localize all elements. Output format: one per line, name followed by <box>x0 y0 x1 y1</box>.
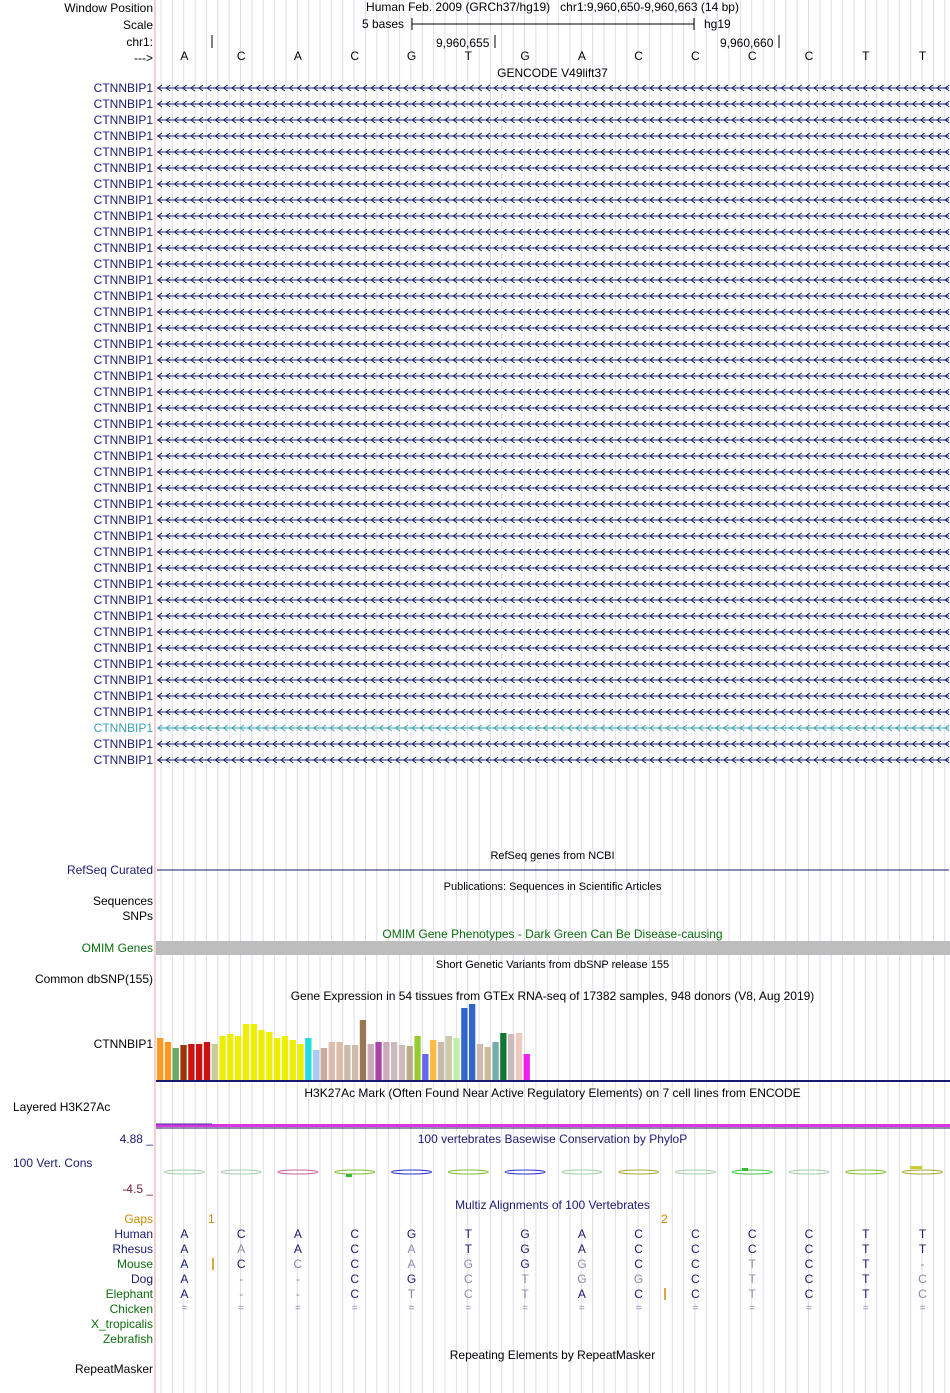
multiz-base: G <box>520 1227 530 1241</box>
gencode-transcript-label[interactable]: CTNNBIP1 <box>93 321 153 335</box>
gtex-tissue-bar <box>258 1030 264 1080</box>
multiz-base: C <box>236 1227 246 1241</box>
gtex-tissue-bar <box>204 1042 210 1080</box>
gencode-transcript-label[interactable]: CTNNBIP1 <box>93 737 153 751</box>
gencode-track-title: GENCODE V49lift37 <box>497 66 608 80</box>
multiz-base: - <box>239 1287 244 1301</box>
multiz-base: C <box>350 1272 360 1286</box>
gtex-tissue-bar <box>305 1038 311 1080</box>
gencode-transcript-label[interactable]: CTNNBIP1 <box>93 673 153 687</box>
gencode-transcript-label[interactable]: CTNNBIP1 <box>93 641 153 655</box>
multiz-species-label[interactable]: Zebrafish <box>102 1332 153 1346</box>
multiz-gap-count-2: 2 <box>661 1212 668 1226</box>
publications-sequences-label[interactable]: Sequences <box>92 894 153 908</box>
multiz-base: T <box>862 1272 870 1286</box>
gencode-transcript-label[interactable]: CTNNBIP1 <box>93 289 153 303</box>
base-letter: T <box>918 49 927 63</box>
gencode-transcript-label[interactable]: CTNNBIP1 <box>93 417 153 431</box>
multiz-species-label[interactable]: Chicken <box>109 1302 153 1316</box>
publications-snps-label[interactable]: SNPs <box>122 909 153 923</box>
cons-max-label: 4.88 _ <box>119 1132 153 1146</box>
ruler-tick-label-1: 9,960,655 <box>436 36 490 50</box>
base-letter: C <box>236 49 246 63</box>
base-letter: C <box>350 49 360 63</box>
multiz-base: = <box>919 1303 926 1314</box>
publications-track-title: Publications: Sequences in Scientific Articles <box>443 881 662 893</box>
omim-phenotype-bar <box>156 941 950 955</box>
gtex-tissue-bar <box>219 1036 225 1080</box>
base-letter: C <box>691 49 700 63</box>
multiz-base: - <box>295 1287 300 1301</box>
gtex-tissue-bar <box>399 1045 405 1080</box>
cons-score-glyph <box>505 1170 545 1174</box>
cons-score-glyph <box>448 1170 488 1174</box>
gencode-transcript-label[interactable]: CTNNBIP1 <box>93 369 153 383</box>
multiz-track-title: Multiz Alignments of 100 Vertebrates <box>455 1198 650 1212</box>
multiz-base: A <box>293 1242 302 1256</box>
gencode-transcript-label[interactable]: CTNNBIP1 <box>93 209 153 223</box>
multiz-base: T <box>464 1227 472 1241</box>
cons-track-label[interactable]: 100 Vert. Cons <box>13 1156 93 1170</box>
gencode-transcript-label[interactable]: CTNNBIP1 <box>93 353 153 367</box>
gencode-transcript-label[interactable]: CTNNBIP1 <box>93 465 153 479</box>
multiz-base: A <box>180 1272 189 1286</box>
multiz-base: C <box>634 1242 643 1256</box>
chrom-label: chr1: <box>126 35 153 49</box>
gtex-tissue-bar <box>227 1034 233 1080</box>
gtex-tissue-bar <box>188 1044 194 1080</box>
multiz-base: C <box>747 1227 757 1241</box>
cons-track-title: 100 vertebrates Basewise Conservation by PhyloP <box>417 1132 688 1146</box>
gencode-transcript-label[interactable]: CTNNBIP1 <box>93 513 153 527</box>
gtex-tissue-bar <box>243 1024 249 1080</box>
multiz-base: A <box>407 1257 416 1271</box>
base-letter: A <box>293 49 302 63</box>
multiz-base: C <box>463 1272 473 1286</box>
multiz-base: T <box>862 1242 870 1256</box>
gencode-transcript-label[interactable]: CTNNBIP1 <box>93 433 153 447</box>
gtex-tissue-bar <box>329 1042 335 1080</box>
multiz-base: C <box>634 1287 643 1301</box>
cons-score-glyph <box>392 1170 432 1174</box>
multiz-base: C <box>634 1257 643 1271</box>
multiz-base: A <box>577 1242 586 1256</box>
multiz-base: = <box>522 1303 529 1314</box>
dbsnp-track-label[interactable]: Common dbSNP(155) <box>34 972 153 986</box>
assembly-label: hg19 <box>704 17 731 31</box>
gtex-tissue-bar <box>165 1042 171 1080</box>
multiz-base: G <box>633 1272 644 1286</box>
multiz-base: C <box>691 1287 700 1301</box>
scale-label: Scale <box>122 18 153 32</box>
multiz-base: = <box>181 1303 188 1314</box>
cons-score-mark <box>910 1166 922 1169</box>
gtex-tissue-bar <box>407 1046 413 1080</box>
multiz-base: G <box>520 1242 530 1256</box>
gencode-transcript-label[interactable]: CTNNBIP1 <box>93 577 153 591</box>
base-letter: T <box>862 49 870 63</box>
gencode-transcript-label[interactable]: CTNNBIP1 <box>93 177 153 191</box>
multiz-base: T <box>748 1257 756 1271</box>
multiz-base: C <box>804 1287 814 1301</box>
multiz-base: C <box>918 1272 927 1286</box>
scale-text: 5 bases <box>362 17 405 31</box>
base-letter: T <box>464 49 472 63</box>
base-letter: C <box>747 49 757 63</box>
gencode-transcript-label[interactable]: CTNNBIP1 <box>93 705 153 719</box>
multiz-base: C <box>747 1242 757 1256</box>
multiz-base: G <box>520 1257 530 1271</box>
gtex-tissue-bar <box>469 1004 475 1080</box>
multiz-base: C <box>804 1227 814 1241</box>
multiz-base: T <box>918 1242 927 1256</box>
multiz-species-label[interactable]: Dog <box>130 1272 153 1286</box>
gencode-transcript-label[interactable]: CTNNBIP1 <box>93 305 153 319</box>
multiz-base: C <box>350 1257 360 1271</box>
multiz-base: = <box>351 1303 358 1314</box>
multiz-base: = <box>238 1303 245 1314</box>
multiz-base: = <box>692 1303 699 1314</box>
multiz-species-label[interactable]: X_tropicalis <box>90 1317 153 1331</box>
multiz-base: T <box>862 1257 870 1271</box>
gtex-tissue-bar <box>453 1038 459 1080</box>
omim-track-title: OMIM Gene Phenotypes - Dark Green Can Be Disease-causing <box>382 927 723 941</box>
multiz-species-label[interactable]: Mouse <box>116 1257 153 1271</box>
gtex-tissue-bar <box>235 1036 241 1080</box>
gtex-tissue-bar <box>485 1047 491 1080</box>
multiz-base: A <box>577 1227 586 1241</box>
multiz-base: A <box>407 1242 416 1256</box>
gencode-transcript-label[interactable]: CTNNBIP1 <box>93 657 153 671</box>
cons-score-mark <box>742 1168 748 1171</box>
multiz-base: A <box>180 1257 189 1271</box>
multiz-base: T <box>748 1287 756 1301</box>
gencode-transcript-label[interactable]: CTNNBIP1 <box>93 257 153 271</box>
gencode-transcript-label[interactable]: CTNNBIP1 <box>93 593 153 607</box>
refseq-track-title: RefSeq genes from NCBI <box>490 850 615 862</box>
gencode-transcript-label[interactable]: CTNNBIP1 <box>93 481 153 495</box>
multiz-base: T <box>918 1227 927 1241</box>
multiz-base: = <box>578 1303 585 1314</box>
cons-score-glyph <box>221 1170 261 1174</box>
base-letter: C <box>804 49 814 63</box>
gencode-transcript-label[interactable]: CTNNBIP1 <box>93 561 153 575</box>
gtex-tissue-bar <box>508 1034 514 1080</box>
multiz-base: T <box>748 1272 756 1286</box>
multiz-base: C <box>691 1227 700 1241</box>
gencode-transcript-label[interactable]: CTNNBIP1 <box>93 497 153 511</box>
gencode-transcript-label[interactable]: CTNNBIP1 <box>93 193 153 207</box>
gtex-tissue-bar <box>321 1048 327 1080</box>
multiz-base: = <box>862 1303 869 1314</box>
multiz-base: G <box>577 1272 587 1286</box>
multiz-base: G <box>577 1257 587 1271</box>
ruler-tick-label-2: 9,960,660 <box>720 36 774 50</box>
multiz-base: T <box>407 1287 416 1301</box>
gtex-tissue-bar <box>313 1050 319 1080</box>
strand-label: ---> <box>134 51 153 65</box>
multiz-base: A <box>180 1287 189 1301</box>
gtex-tissue-bar <box>212 1044 218 1080</box>
cons-score-mark <box>346 1174 352 1177</box>
gencode-transcript-label[interactable]: CTNNBIP1 <box>93 529 153 543</box>
gtex-tissue-bar <box>290 1040 296 1080</box>
gtex-tissue-bar <box>477 1044 483 1080</box>
multiz-gap-count-1: 1 <box>208 1212 215 1226</box>
multiz-base: - <box>920 1257 925 1271</box>
multiz-base: C <box>634 1227 643 1241</box>
gencode-transcript-label[interactable]: CTNNBIP1 <box>93 129 153 143</box>
gtex-tissue-bar <box>282 1036 288 1080</box>
gtex-tissue-bar <box>446 1036 452 1080</box>
gtex-track-title: Gene Expression in 54 tissues from GTEx RNA-seq of 17382 samples, 948 donors (V8, Aug 2019) <box>290 989 815 1003</box>
multiz-base: = <box>749 1303 756 1314</box>
gencode-transcript-label[interactable]: CTNNBIP1 <box>93 97 153 111</box>
multiz-base: C <box>691 1257 700 1271</box>
multiz-base: A <box>180 1227 189 1241</box>
multiz-base: - <box>239 1272 244 1286</box>
gtex-tissue-bar <box>414 1036 420 1080</box>
gtex-tissue-bar <box>524 1054 530 1080</box>
gencode-transcript-label[interactable]: CTNNBIP1 <box>93 241 153 255</box>
gencode-transcript-label[interactable]: CTNNBIP1 <box>93 145 153 159</box>
multiz-base: C <box>804 1257 814 1271</box>
multiz-base: C <box>293 1257 303 1271</box>
multiz-base: C <box>350 1242 360 1256</box>
gencode-transcript-label[interactable]: CTNNBIP1 <box>93 273 153 287</box>
gtex-tissue-bar <box>344 1045 350 1080</box>
gtex-tissue-bar <box>274 1038 280 1080</box>
multiz-gaps-label: Gaps <box>124 1212 153 1226</box>
multiz-base: = <box>294 1303 301 1314</box>
multiz-base: T <box>464 1242 472 1256</box>
gtex-tissue-bar <box>500 1033 506 1080</box>
gtex-tissue-bar <box>368 1044 374 1080</box>
position-text: Human Feb. 2009 (GRCh37/hg19) chr1:9,960,650-9,960,663 (14 bp) <box>366 0 739 14</box>
multiz-base: C <box>463 1287 473 1301</box>
multiz-base: C <box>804 1242 814 1256</box>
gtex-tissue-bar <box>251 1024 257 1080</box>
gtex-tissue-bar <box>360 1020 366 1080</box>
gtex-tissue-bar <box>352 1045 358 1080</box>
refseq-track-label[interactable]: RefSeq Curated <box>66 863 153 877</box>
multiz-species-label[interactable]: Human <box>114 1227 153 1241</box>
multiz-base: - <box>295 1272 300 1286</box>
multiz-base: = <box>635 1303 642 1314</box>
gencode-transcript-label[interactable]: CTNNBIP1 <box>93 753 153 767</box>
multiz-base: C <box>236 1257 246 1271</box>
multiz-base: C <box>350 1287 360 1301</box>
window-position-label: Window Position <box>64 1 153 15</box>
gencode-transcript-label[interactable]: CTNNBIP1 <box>93 689 153 703</box>
gencode-transcript-label[interactable]: CTNNBIP1 <box>93 449 153 463</box>
cons-min-label: -4.5 _ <box>122 1182 153 1196</box>
base-letter: A <box>577 49 586 63</box>
cons-score-glyph <box>278 1170 318 1174</box>
gtex-tissue-bar <box>430 1040 436 1080</box>
multiz-base: T <box>521 1287 529 1301</box>
multiz-base: A <box>293 1227 302 1241</box>
multiz-base: T <box>521 1272 529 1286</box>
h3k27ac-track-title: H3K27Ac Mark (Often Found Near Active Regulatory Elements) on 7 cell lines from ENCODE <box>304 1086 801 1100</box>
base-letter: G <box>520 49 530 63</box>
gtex-tissue-bar <box>383 1042 389 1080</box>
multiz-base: C <box>691 1242 700 1256</box>
gtex-tissue-bar <box>461 1008 467 1080</box>
dbsnp-track-title: Short Genetic Variants from dbSNP release 155 <box>435 959 670 971</box>
gencode-transcript-label[interactable]: CTNNBIP1 <box>93 113 153 127</box>
multiz-base: C <box>691 1272 700 1286</box>
multiz-base: A <box>180 1242 189 1256</box>
omim-track-label[interactable]: OMIM Genes <box>81 941 153 955</box>
repeatmasker-track-label[interactable]: RepeatMasker <box>74 1362 153 1376</box>
multiz-base: T <box>862 1227 870 1241</box>
multiz-species-label[interactable]: Elephant <box>105 1287 153 1301</box>
multiz-base: = <box>465 1303 472 1314</box>
gtex-tissue-bar <box>422 1054 428 1080</box>
gencode-transcript-label[interactable]: CTNNBIP1 <box>93 625 153 639</box>
gtex-tissue-bar <box>516 1033 522 1080</box>
multiz-base: A <box>237 1242 246 1256</box>
gencode-transcript-label[interactable]: CTNNBIP1 <box>93 385 153 399</box>
gtex-tissue-bar <box>173 1048 179 1080</box>
gtex-tissue-bar <box>336 1042 342 1080</box>
gencode-transcript-label[interactable]: CTNNBIP1 <box>93 337 153 351</box>
multiz-base: = <box>806 1303 812 1314</box>
gencode-transcript-label[interactable]: CTNNBIP1 <box>93 161 153 175</box>
multiz-base: C <box>804 1272 814 1286</box>
multiz-species-label[interactable]: Rhesus <box>112 1242 153 1256</box>
multiz-base: T <box>862 1287 870 1301</box>
h3k27ac-track-label[interactable]: Layered H3K27Ac <box>13 1100 111 1114</box>
gencode-transcript-label[interactable]: CTNNBIP1 <box>93 545 153 559</box>
base-letter: A <box>180 49 189 63</box>
multiz-base: A <box>577 1287 586 1301</box>
multiz-base: C <box>918 1287 927 1301</box>
cons-score-glyph <box>164 1170 204 1174</box>
base-letter: C <box>634 49 643 63</box>
multiz-base: G <box>406 1227 417 1241</box>
gtex-tissue-bar <box>438 1042 444 1080</box>
base-letter: G <box>406 49 417 63</box>
multiz-base: = <box>408 1303 415 1314</box>
gencode-transcript-label[interactable]: CTNNBIP1 <box>93 401 153 415</box>
gencode-transcript-label[interactable]: CTNNBIP1 <box>93 81 153 95</box>
gtex-tissue-bar <box>157 1038 163 1080</box>
gtex-tissue-bar <box>297 1044 303 1080</box>
cons-score-glyph <box>562 1170 602 1174</box>
multiz-base: G <box>406 1272 417 1286</box>
multiz-base: G <box>463 1257 473 1271</box>
cons-score-glyph <box>335 1170 375 1174</box>
gencode-transcript-label[interactable]: CTNNBIP1 <box>93 225 153 239</box>
gtex-tissue-bar <box>375 1042 381 1080</box>
gtex-tissue-bar <box>196 1044 202 1080</box>
gtex-tissue-bar <box>492 1042 498 1080</box>
gtex-tissue-bar <box>180 1045 186 1080</box>
gencode-transcript-label[interactable]: CTNNBIP1 <box>93 609 153 623</box>
h3k27ac-signal <box>156 1124 950 1127</box>
gtex-tissue-bar <box>266 1032 272 1080</box>
gtex-tissue-bar <box>391 1042 397 1080</box>
multiz-base: C <box>350 1227 360 1241</box>
gencode-transcript-label[interactable]: CTNNBIP1 <box>93 721 153 735</box>
gtex-track-label[interactable]: CTNNBIP1 <box>93 1037 153 1051</box>
repeatmasker-track-title: Repeating Elements by RepeatMasker <box>449 1348 656 1362</box>
